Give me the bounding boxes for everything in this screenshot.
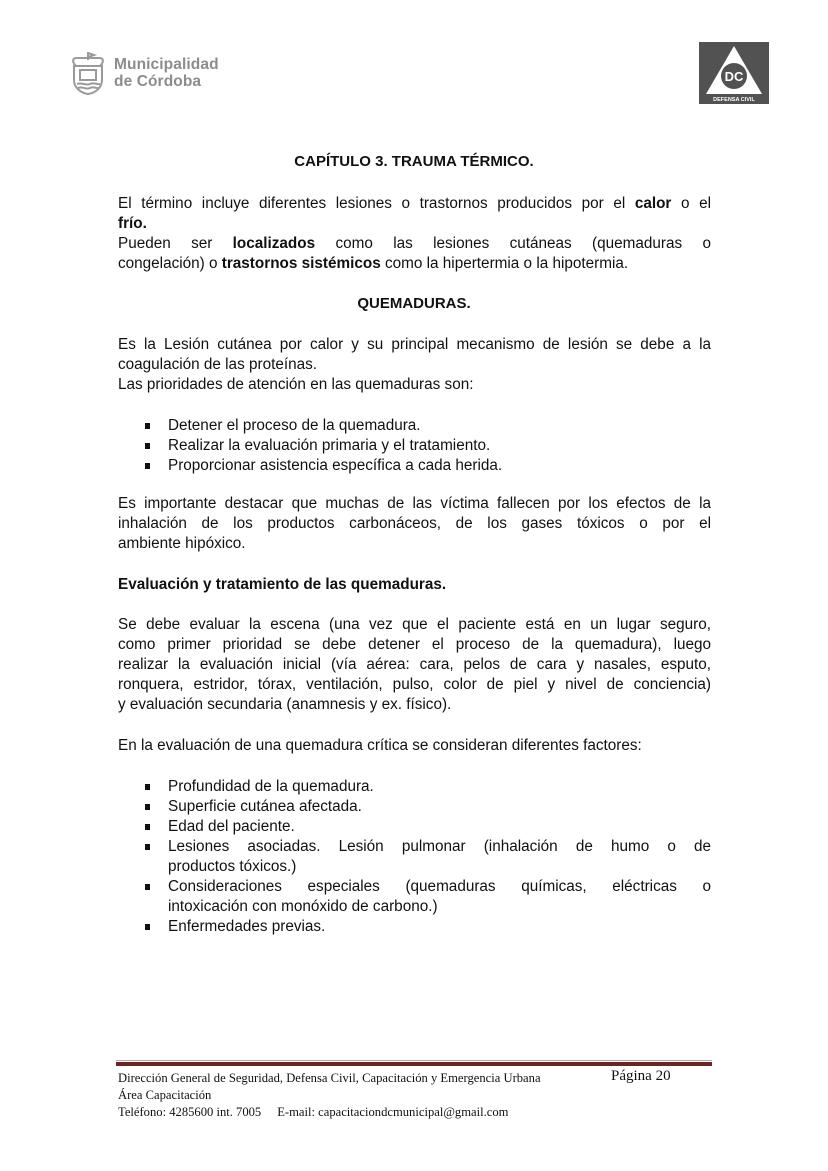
text: congelación) o: [118, 255, 222, 272]
list-item: Detener el proceso de la quemadura.: [143, 416, 711, 436]
text-line: Consideraciones especiales (quemaduras químicas, eléctricas o: [168, 878, 711, 895]
footer-line2: Área Capacitación: [118, 1088, 212, 1102]
dc-caption: DEFENSA CIVIL: [713, 97, 755, 103]
subsection-title: Evaluación y tratamiento de las quemaduras.: [118, 576, 447, 593]
text: o el: [671, 195, 711, 212]
evaluation-paragraph: [118, 615, 711, 715]
list-item: [143, 877, 711, 917]
text-line: Las prioridades de atención en las quemaduras son:: [118, 376, 474, 393]
text-line: ronquera, estridor, tórax, ventilación, pulso, color de piel y nivel de conciencia): [118, 676, 711, 693]
list-item: [143, 837, 711, 877]
priorities-list: [143, 416, 711, 476]
footer-email: E-mail: capacitaciondcmunicipal@gmail.com: [277, 1105, 509, 1119]
footer-rule-light: [116, 1060, 712, 1061]
text-line: Es la Lesión cutánea por calor y su principal mecanismo de lesión se debe a la: [118, 336, 711, 353]
text-line: Es importante destacar que muchas de las víctima fallecen por los efectos de la: [118, 495, 711, 512]
text-line: En la evaluación de una quemadura crítica se consideran diferentes factores:: [118, 737, 642, 754]
text-line: productos tóxicos.): [168, 858, 297, 875]
intro-paragraph: [118, 194, 711, 274]
text-line: como primer prioridad se debe detener el proceso de la quemadura), luego: [118, 636, 711, 653]
text-line: realizar la evaluación inicial (vía aérea: cara, pelos de cara y nasales, esputo,: [118, 656, 711, 673]
footer-rule: [116, 1062, 712, 1066]
list-item: Proporcionar asistencia específica a cada herida.: [143, 456, 711, 476]
text: El término incluye diferentes lesiones o trastornos producidos por el: [118, 195, 635, 212]
list-item: Edad del paciente.: [143, 817, 711, 837]
footer-phone: Teléfono: 4285600 int. 7005: [118, 1105, 262, 1119]
text: como las lesiones cutáneas (quemaduras o: [315, 235, 711, 252]
text: como la hipertermia o la hipotermia.: [380, 255, 629, 272]
bold-localizados: localizados: [232, 235, 316, 252]
list-item: Enfermedades previas.: [143, 917, 711, 937]
city-crest-icon: [68, 50, 108, 96]
text-line: Se debe evaluar la escena (una vez que el paciente está en un lugar seguro,: [118, 616, 711, 633]
municipalidad-logo: [68, 50, 219, 96]
factors-intro: [118, 736, 711, 756]
text-line: inhalación de los productos carbonáceos, de los gases tóxicos o por el: [118, 515, 711, 532]
factors-list: [143, 777, 711, 937]
page-number: Página 20: [611, 1068, 671, 1084]
footer-contact: [118, 1105, 508, 1120]
logo-line1: Municipalidad: [114, 56, 219, 73]
text-line: coagulación de las proteínas.: [118, 356, 317, 373]
bold-calor: calor: [634, 195, 672, 212]
bold-trastornos: trastornos sistémicos: [221, 255, 381, 272]
bold-frio: frío.: [118, 215, 147, 232]
text-line: ambiente hipóxico.: [118, 535, 246, 552]
text-line: Lesiones asociadas. Lesión pulmonar (inhalación de humo o de: [168, 838, 711, 855]
defensa-civil-triangle-icon: [699, 42, 769, 104]
quemaduras-paragraph: [118, 335, 711, 395]
logo-line2: de Córdoba: [114, 73, 202, 90]
importance-paragraph: [118, 494, 711, 554]
footer-line1: Dirección General de Seguridad, Defensa Civil, Capacitación y Emergencia Urbana: [118, 1071, 541, 1085]
section-title: QUEMADURAS.: [357, 295, 471, 312]
chapter-title: CAPÍTULO 3. TRAUMA TÉRMICO.: [294, 153, 534, 170]
text-line: intoxicación con monóxido de carbono.): [168, 898, 438, 915]
list-item: Realizar la evaluación primaria y el tratamiento.: [143, 436, 711, 456]
text-line: y evaluación secundaria (anamnesis y ex. físico).: [118, 696, 452, 713]
defensa-civil-logo: [699, 42, 769, 104]
dc-initials: DC: [724, 69, 744, 84]
list-item: Profundidad de la quemadura.: [143, 777, 711, 797]
text: Pueden ser: [118, 235, 233, 252]
list-item: Superficie cutánea afectada.: [143, 797, 711, 817]
